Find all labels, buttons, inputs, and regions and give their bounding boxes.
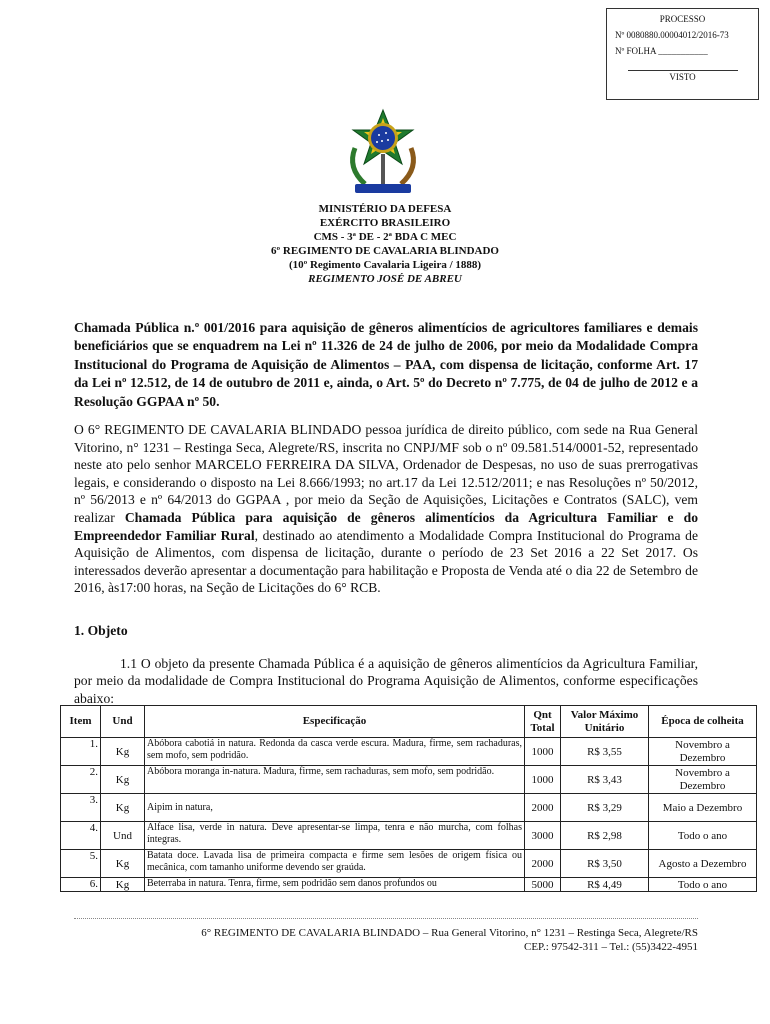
cell-epoca: Novembro a Dezembro xyxy=(649,738,757,766)
table-row xyxy=(61,878,757,892)
cell-spec-text: Batata doce. Lavada lisa de primeira compacta e firme sem lesões de origem física ou mecânica, com tamanho uniforme devendo ser graúda. xyxy=(147,850,522,873)
items-table xyxy=(60,705,757,892)
footer-divider xyxy=(74,918,698,919)
footer-address: 6° REGIMENTO DE CAVALARIA BLINDADO – Rua General Vitorino, n° 1231 – Restinga Seca, Alegrete/RS xyxy=(201,927,698,939)
cell-valor: R$ 3,50 xyxy=(561,850,649,878)
cell-epoca: Agosto a Dezembro xyxy=(649,850,757,878)
cell-epoca: Maio a Dezembro xyxy=(649,794,757,822)
stamp-title: PROCESSO xyxy=(659,14,706,24)
table-row xyxy=(61,850,757,878)
cell-qnt: 1000 xyxy=(525,738,561,766)
paragraph-1-1 xyxy=(74,655,698,707)
cell-spec-text: Beterraba in natura. Tenra, firme, sem podridão sem danos profundos ou xyxy=(147,878,437,889)
header-army: EXÉRCITO BRASILEIRO xyxy=(319,217,451,229)
cell-qnt: 3000 xyxy=(525,822,561,850)
header-ministry: MINISTÉRIO DA DEFESA xyxy=(318,203,452,215)
cell-epoca: Novembro a Dezembro xyxy=(649,766,757,794)
cell-und: Kg xyxy=(101,766,145,794)
cell-spec: Alface lisa, verde in natura. Deve apresentar-se limpa, tenra e não murcha, com folhas íntegras. xyxy=(145,822,525,850)
paragraph-1-1-text: 1.1 O objeto da presente Chamada Pública é a aquisição de gêneros alimentícios da Agricultura Familiar, por meio da modalidade de Compra Institucional do Programa Aquisição de Alimentos, conforme especificações abaixo: xyxy=(74,656,698,706)
intro-text-1: O 6° REGIMENTO DE CAVALARIA BLINDADO pessoa jurídica de direito público, com sede na Rua General Vitorino, n° 1231 – Restinga Seca, Alegrete/RS, inscrita no CNPJ/MF sob o nº 09.581.514/0001-52, representado neste ato pelo senhor MARCELO FERREIRA DA SILVA, Ordenador de Despesas, no uso de suas prerrogativas legais, e considerando o disposto na Lei 8.666/1993; no art.17 da Lei 12.512/2011; e nas Resoluções nº 50/2012, nº 56/2013 e nº 64/2013 do GGPAA , por meio da Seção de Aquisições, Licitações e Contratos (SALC), vem realizar xyxy=(74,422,698,525)
brazil-coat-of-arms-icon xyxy=(341,108,425,200)
cell-item: 6. xyxy=(61,878,101,892)
col-header-qnt-line2: Total xyxy=(530,721,555,734)
table-row xyxy=(61,738,757,766)
cell-valor: R$ 3,55 xyxy=(561,738,649,766)
col-header-valor-line1: Valor Máximo xyxy=(570,708,639,721)
section-heading-objeto: 1. Objeto xyxy=(74,623,128,638)
stamp-visto: VISTO xyxy=(669,72,696,82)
cell-und: Kg xyxy=(101,850,145,878)
cell-item: 4. xyxy=(61,822,101,850)
cell-spec: Aipim in natura, xyxy=(145,794,525,822)
col-header-valor xyxy=(561,706,649,738)
cell-spec xyxy=(145,878,525,892)
header-command: CMS - 3ª DE - 2ª BDA C MEC xyxy=(313,231,457,243)
document-header xyxy=(0,202,770,286)
col-header-und: Und xyxy=(101,706,145,738)
intro-bold-text: Chamada Pública para aquisição de gêneros alimentícios da Agricultura Familiar e do Empreendedor Familiar Rural xyxy=(74,509,698,543)
cell-spec: Abóbora moranga in-natura. Madura, firme, sem rachaduras, sem mofo, sem podridão. xyxy=(145,766,525,794)
cell-valor: R$ 4,49 xyxy=(561,878,649,892)
header-regiment-honorific: REGIMENTO JOSÉ DE ABREU xyxy=(308,273,462,285)
table-row xyxy=(61,822,757,850)
cell-und: Kg xyxy=(101,738,145,766)
cell-valor: R$ 3,29 xyxy=(561,794,649,822)
cell-und: Kg xyxy=(101,794,145,822)
col-header-valor-line2: Unitário xyxy=(584,721,625,734)
cell-und: Kg xyxy=(101,878,145,892)
cell-epoca: Todo o ano xyxy=(649,822,757,850)
col-header-qnt xyxy=(525,706,561,738)
header-historic-name: (10º Regimento Cavalaria Ligeira / 1888) xyxy=(288,259,482,271)
cell-item: 5. xyxy=(61,850,101,878)
cell-item: 2. xyxy=(61,766,101,794)
cell-spec xyxy=(145,850,525,878)
page-footer xyxy=(74,926,698,954)
table-header-row xyxy=(61,706,757,738)
col-header-item: Item xyxy=(61,706,101,738)
cell-qnt: 1000 xyxy=(525,766,561,794)
stamp-process-number: Nº 0080880.00004012/2016-73 xyxy=(615,30,729,40)
cell-item: 3. xyxy=(61,794,101,822)
col-header-qnt-line1: Qnt xyxy=(533,708,552,721)
intro-paragraph xyxy=(74,421,698,597)
cell-valor: R$ 3,43 xyxy=(561,766,649,794)
cell-valor: R$ 2,98 xyxy=(561,822,649,850)
cell-qnt: 2000 xyxy=(525,850,561,878)
table-row xyxy=(61,766,757,794)
process-stamp-box xyxy=(606,8,759,100)
cell-qnt: 5000 xyxy=(525,878,561,892)
stamp-sheet-number: Nº FOLHA ___________ xyxy=(615,46,708,56)
table-row xyxy=(61,794,757,822)
cell-und: Und xyxy=(101,822,145,850)
cell-epoca: Todo o ano xyxy=(649,878,757,892)
cell-item: 1. xyxy=(61,738,101,766)
col-header-spec: Especificação xyxy=(145,706,525,738)
header-regiment: 6º REGIMENTO DE CAVALARIA BLINDADO xyxy=(271,245,499,257)
cell-spec: Abóbora cabotiá in natura. Redonda da casca verde escura. Madura, firme, sem rachaduras, sem mofo, sem podridão. xyxy=(145,738,525,766)
cell-qnt: 2000 xyxy=(525,794,561,822)
call-title: Chamada Pública n.º 001/2016 para aquisição de gêneros alimentícios de agricultores familiares e demais beneficiários que se enquadrem na Lei nº 11.326 de 24 de julho de 2006, por meio da Modalidade Compra Institucional do Programa de Aquisição de Alimentos – PAA, com dispensa de licitação, conforme Art. 17 da Lei nº 12.512, de 14 de outubro de 2011 e, ainda, o Art. 5º do Decreto nº 7.775, de 04 de julho de 2012 e a Resolução GGPAA nº 50. xyxy=(74,320,698,409)
intro-text-2: , destinado ao atendimento a Modalidade Compra Institucional do Programa de Aquisição de Alimentos, com dispensa de licitação, durante o período de 23 Set 2016 a 22 Set 2017. Os interessados deverão apresentar a documentação para habilitação e Proposta de Venda até o dia 22 de Setembro de 2016, às17:00 horas, na Seção de Licitações do 6° RCB. xyxy=(74,527,698,596)
footer-contact: CEP.: 97542-311 – Tel.: (55)3422-4951 xyxy=(523,941,698,953)
col-header-epoca: Época de colheita xyxy=(649,706,757,738)
